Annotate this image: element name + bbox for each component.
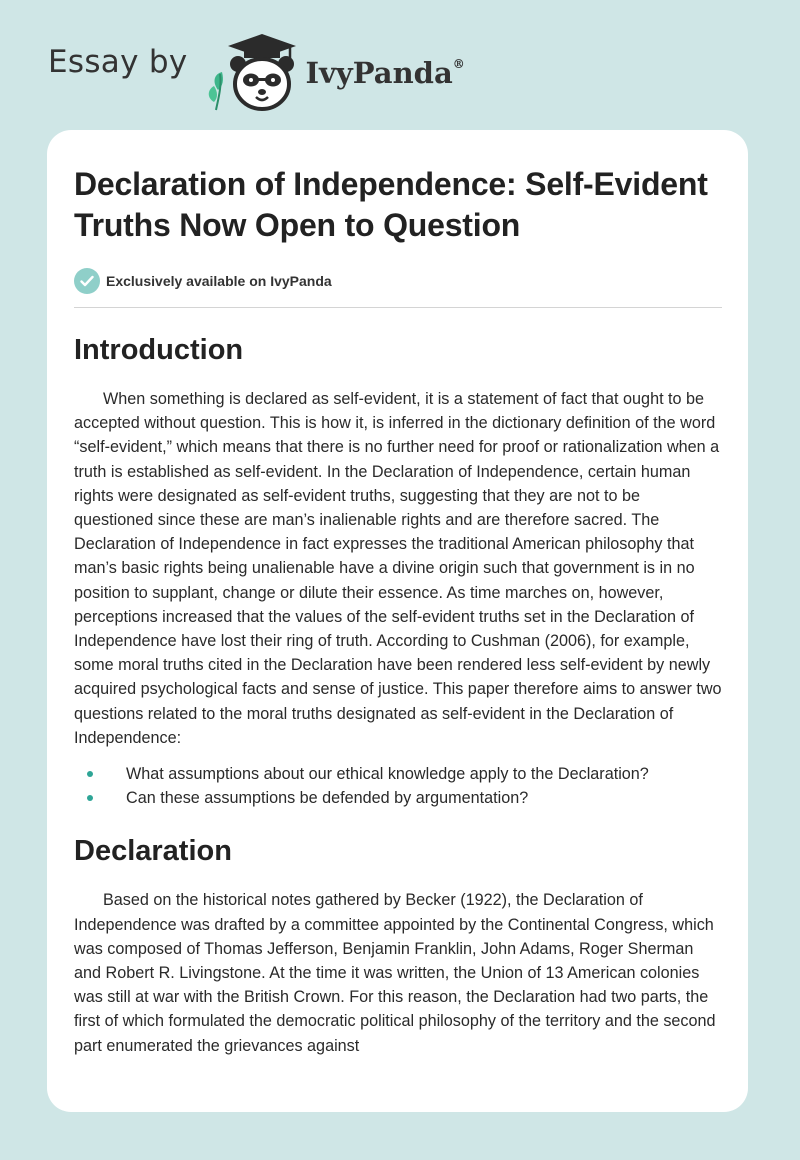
section-declaration <box>74 833 722 1057</box>
brand-name[interactable] <box>306 56 465 90</box>
check-circle-icon <box>74 268 100 294</box>
section-introduction <box>74 332 722 810</box>
list-item-text: Can these assumptions be defended by argumentation? <box>126 789 529 808</box>
list-item-text: What assumptions about our ethical knowledge apply to the Declaration? <box>126 765 649 784</box>
registered-mark: ® <box>452 57 465 72</box>
bullet-dot-icon <box>87 771 93 777</box>
panda-graduate-logo-icon <box>204 30 300 114</box>
list-item <box>74 786 722 810</box>
ivy-leaf-icon <box>208 72 222 110</box>
question-list <box>74 762 722 810</box>
title-divider <box>74 307 722 308</box>
section-paragraph: When something is declared as self-evident, it is a statement of fact that ought to be accepted without question. This is how it, is inferred in the dictionary definition of the word “self-evident,” which means that there is no further need for proof or rationalization when a truth is established as self-evident. In the Declaration of Independence, certain human rights were designated as self-evident truths, suggesting that they are not to be questioned since these are man’s inalienable rights and are therefore sacred. The Declaration of Independence in fact expresses the traditional American philosophy that man’s basic rights being unalienable have a divine origin such that government is in no position to supplant, change or dilute their essence. As time marches on, however, perceptions increased that the values of the self-evident truths set in the Declaration of Independence have lost their ring of truth. According to Cushman (2006), for example, some moral truths cited in the Declaration have been rendered less self-evident by newly acquired psychological facts and sense of justice. This paper therefore aims to answer two questions related to the moral truths designated as self-evident in the Declaration of Independence: <box>74 390 722 747</box>
ivypanda-logo[interactable] <box>204 30 300 114</box>
section-heading: Declaration <box>74 835 232 868</box>
section-heading: Introduction <box>74 334 244 366</box>
bullet-dot-icon <box>87 795 93 801</box>
list-item <box>74 762 722 786</box>
exclusive-badge <box>74 268 722 294</box>
brand-text: IvyPanda <box>305 56 453 90</box>
section-paragraph: Based on the historical notes gathered by Becker (1922), the Declaration of Independence was drafted by a committee appointed by the Continental Congress, which was composed of Thomas Jefferson, Benjamin Franklin, John Adams, Roger Sherman and Robert R. Livingstone. At the time it was written, the Union of 13 American colonies was still at war with the British Crown. For this reason, the Declaration had two parts, the first of which formulated the democratic political philosophy of the territory and the second part enumerated the grievances against <box>74 891 716 1055</box>
exclusive-badge-label: Exclusively available on IvyPanda <box>106 273 332 289</box>
article-card <box>47 130 748 1112</box>
article-title: Declaration of Independence: Self-Evident Truths Now Open to Question <box>74 166 708 243</box>
essay-by-label: Essay by <box>48 44 188 80</box>
site-header <box>48 30 508 114</box>
